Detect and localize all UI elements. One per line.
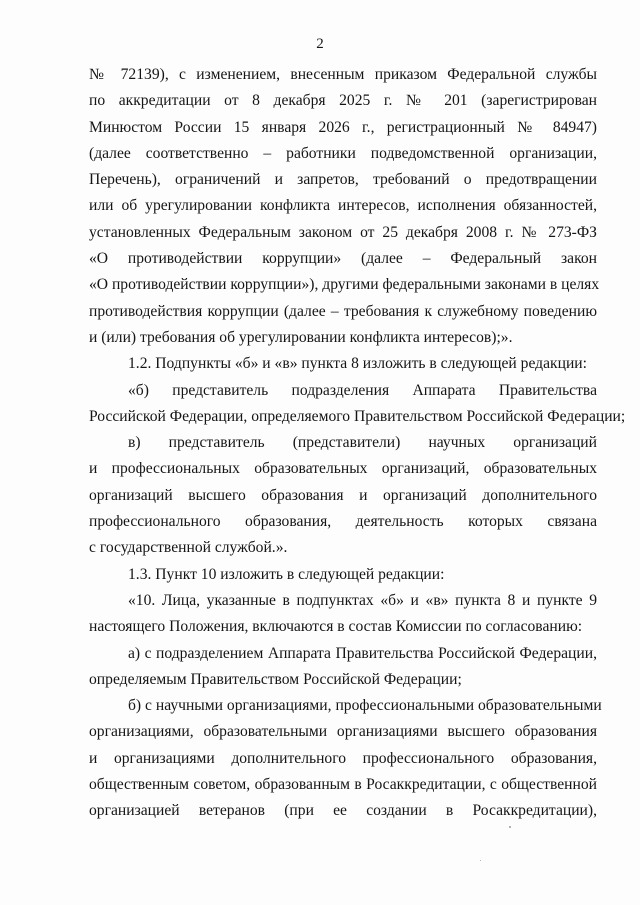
text-line: и профессиональных образовательных организаций, образовательных <box>89 460 597 478</box>
text-line: организаций высшего образования и организаций дополнительного <box>89 486 597 504</box>
text-line: и (или) требования об урегулировании конфликта интересов);». <box>89 328 513 346</box>
text-line: и организациями дополнительного профессионального образования, <box>89 749 597 767</box>
text-line: определяемым Правительством Российской Федерации; <box>89 670 462 688</box>
text-line: Минюстом России 15 января 2026 г., регистрационный № 84947) <box>89 118 597 136</box>
text-line: Перечень), ограничений и запретов, требований о предотвращении <box>89 171 597 189</box>
text-line: по аккредитации от 8 декабря 2025 г. № 201 (зарегистрирован <box>89 92 597 110</box>
text-line: профессионального образования, деятельность которых связана <box>89 513 597 531</box>
page-number: 2 <box>316 36 324 52</box>
text-line: «10. Лица, указанные в подпунктах «б» и «в» пункта 8 и пункте 9 <box>128 591 597 609</box>
text-line: б) с научными организациями, профессиональными образовательными <box>128 697 602 715</box>
text-line: «О противодействии коррупции»), другими федеральными законами в целях <box>89 276 600 294</box>
scan-speck <box>480 860 481 861</box>
text-line: организацией ветеранов (при ее создании в Росаккредитации), <box>89 802 597 820</box>
text-line: а) с подразделением Аппарата Правительства Российской Федерации, <box>128 644 597 662</box>
text-line: или об урегулировании конфликта интересов, исполнения обязанностей, <box>89 197 597 215</box>
text-line: с государственной службой.». <box>89 539 288 557</box>
document-body <box>89 62 626 825</box>
text-line: установленных Федеральным законом от 25 декабря 2008 г. № 273-ФЗ <box>89 223 597 241</box>
text-line: (далее соответственно – работники подведомственной организации, <box>89 144 597 162</box>
text-line: 1.3. Пункт 10 изложить в следующей редакции: <box>128 565 445 583</box>
text-line: общественным советом, образованным в Росаккредитации, с общественной <box>89 776 597 794</box>
text-line: «О противодействии коррупции» (далее – Федеральный закон <box>89 250 597 268</box>
text-line: 1.2. Подпункты «б» и «в» пункта 8 изложить в следующей редакции: <box>128 355 587 373</box>
text-line: организациями, образовательными организациями высшего образования <box>89 723 597 741</box>
text-line: противодействия коррупции (далее – требования к служебному поведению <box>89 302 597 320</box>
scan-speck <box>509 826 511 828</box>
text-line: Российской Федерации, определяемого Правительством Российской Федерации; <box>89 407 626 425</box>
text-line: № 72139), с изменением, внесенным приказом Федеральной службы <box>89 66 597 83</box>
text-line: «б) представитель подразделения Аппарата Правительства <box>128 381 597 399</box>
text-line: настоящего Положения, включаются в состав Комиссии по согласованию: <box>89 618 583 636</box>
text-line: в) представитель (представители) научных организаций <box>128 434 597 452</box>
